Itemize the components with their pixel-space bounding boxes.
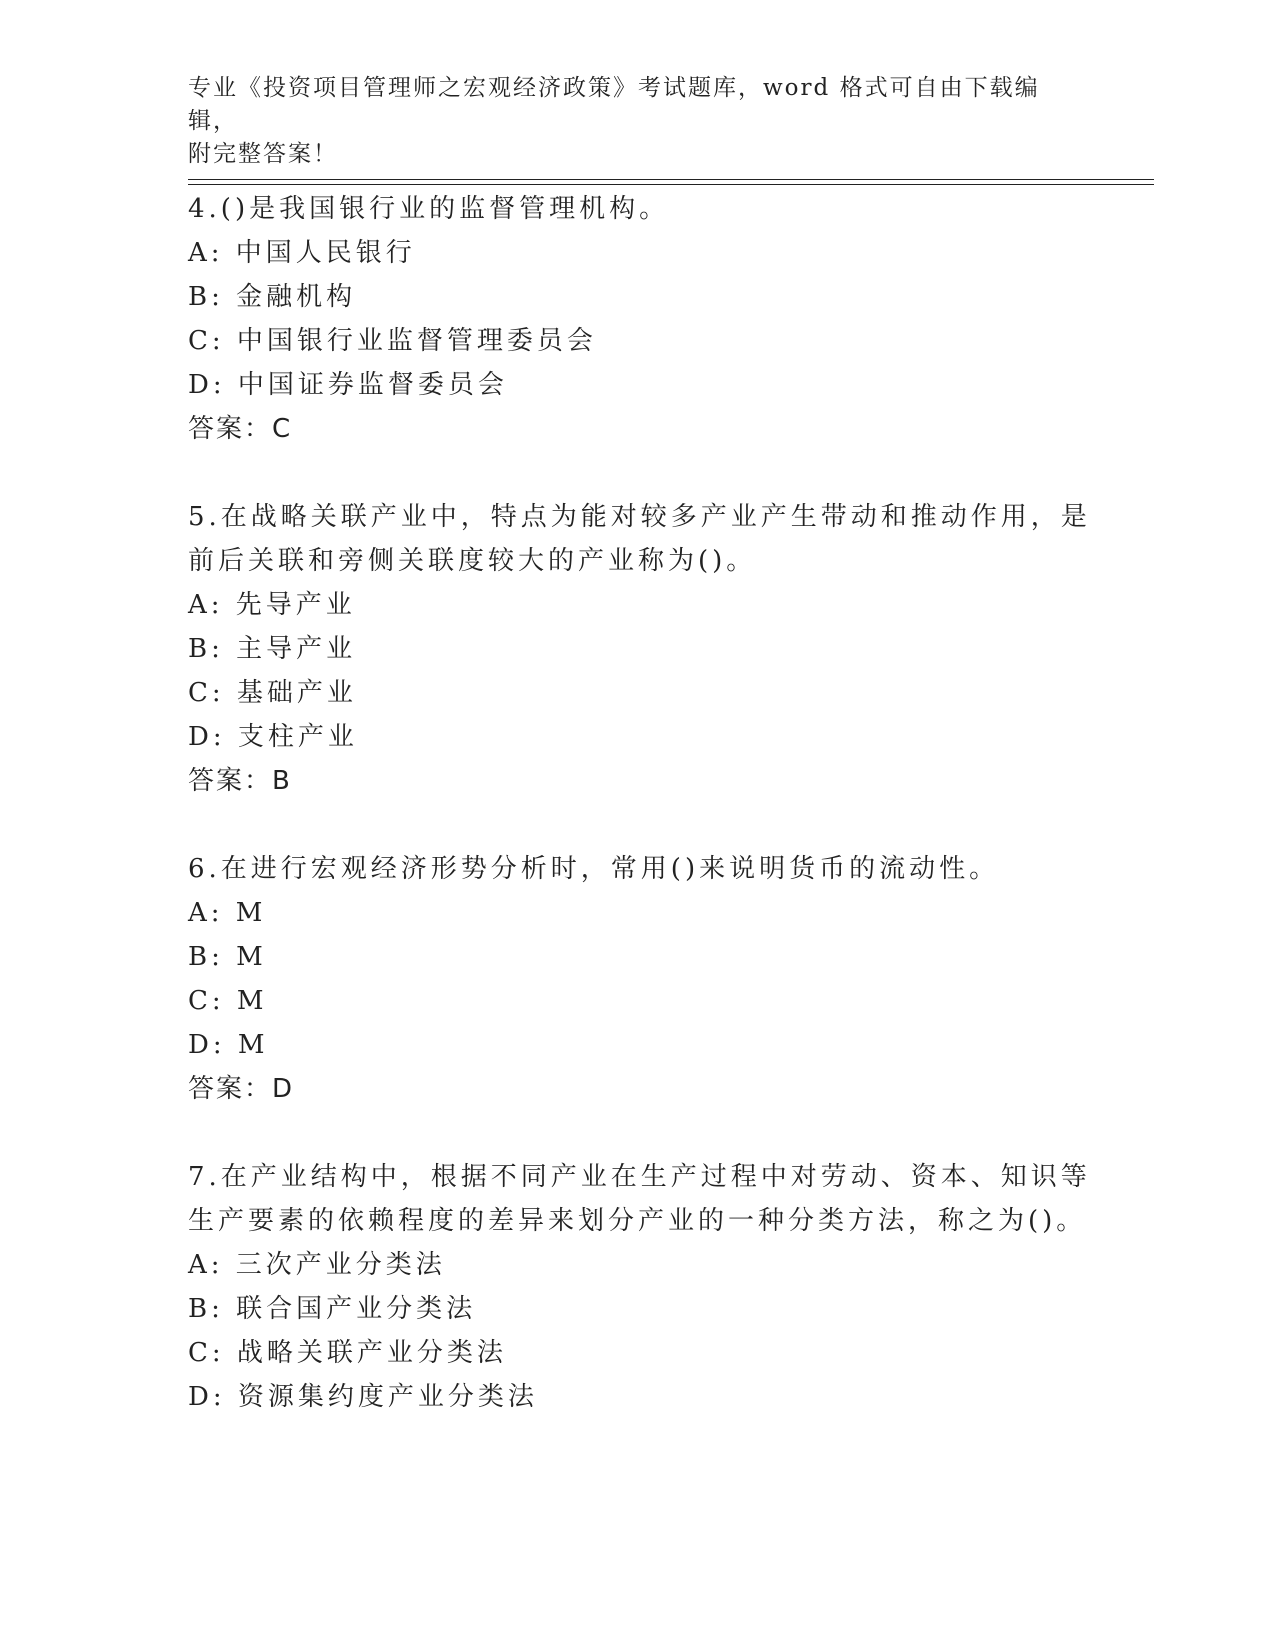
question-5-option-b: B: 主导产业 bbox=[188, 634, 357, 664]
question-4-stem: 4.()是我国银行业的监督管理机构。 bbox=[188, 194, 670, 224]
question-5-stem-line-2: 前后关联和旁侧关联度较大的产业称为()。 bbox=[188, 546, 757, 576]
question-4-option-d: D: 中国证券监督委员会 bbox=[188, 370, 508, 400]
question-5-option-d: D: 支柱产业 bbox=[188, 722, 358, 752]
question-7-stem-line-1: 7.在产业结构中，根据不同产业在生产过程中对劳动、资本、知识等 bbox=[188, 1162, 1091, 1192]
question-6-option-a: A: M bbox=[188, 898, 267, 928]
question-6-option-c: C: M bbox=[188, 986, 268, 1016]
document-header bbox=[188, 72, 1088, 171]
header-divider-top bbox=[188, 179, 1154, 180]
question-4-answer: 答案：C bbox=[188, 414, 293, 444]
question-6-stem: 6.在进行宏观经济形势分析时，常用()来说明货币的流动性。 bbox=[188, 854, 1000, 884]
question-7-stem-line-2: 生产要素的依赖程度的差异来划分产业的一种分类方法，称之为()。 bbox=[188, 1206, 1087, 1236]
question-5-option-a: A: 先导产业 bbox=[188, 590, 356, 620]
question-4-option-b: B: 金融机构 bbox=[188, 282, 357, 312]
question-4-option-c: C: 中国银行业监督管理委员会 bbox=[188, 326, 597, 356]
question-7-option-b: B: 联合国产业分类法 bbox=[188, 1294, 477, 1324]
question-6-option-d: D: M bbox=[188, 1030, 269, 1060]
header-line-2: 附完整答案！ bbox=[188, 141, 338, 167]
header-line-1: 专业《投资项目管理师之宏观经济政策》考试题库，word 格式可自由下载编辑， bbox=[188, 75, 1040, 134]
question-6-option-b: B: M bbox=[188, 942, 267, 972]
question-5-option-c: C: 基础产业 bbox=[188, 678, 357, 708]
question-7-option-d: D: 资源集约度产业分类法 bbox=[188, 1382, 538, 1412]
header-divider-bottom bbox=[188, 184, 1154, 185]
question-7-option-c: C: 战略关联产业分类法 bbox=[188, 1338, 507, 1368]
question-5-stem-line-1: 5.在战略关联产业中，特点为能对较多产业产生带动和推动作用，是 bbox=[188, 502, 1091, 532]
question-4-option-a: A: 中国人民银行 bbox=[188, 238, 416, 268]
question-5-answer: 答案：B bbox=[188, 766, 292, 796]
question-6-answer: 答案：D bbox=[188, 1074, 295, 1104]
question-7-option-a: A: 三次产业分类法 bbox=[188, 1250, 446, 1280]
